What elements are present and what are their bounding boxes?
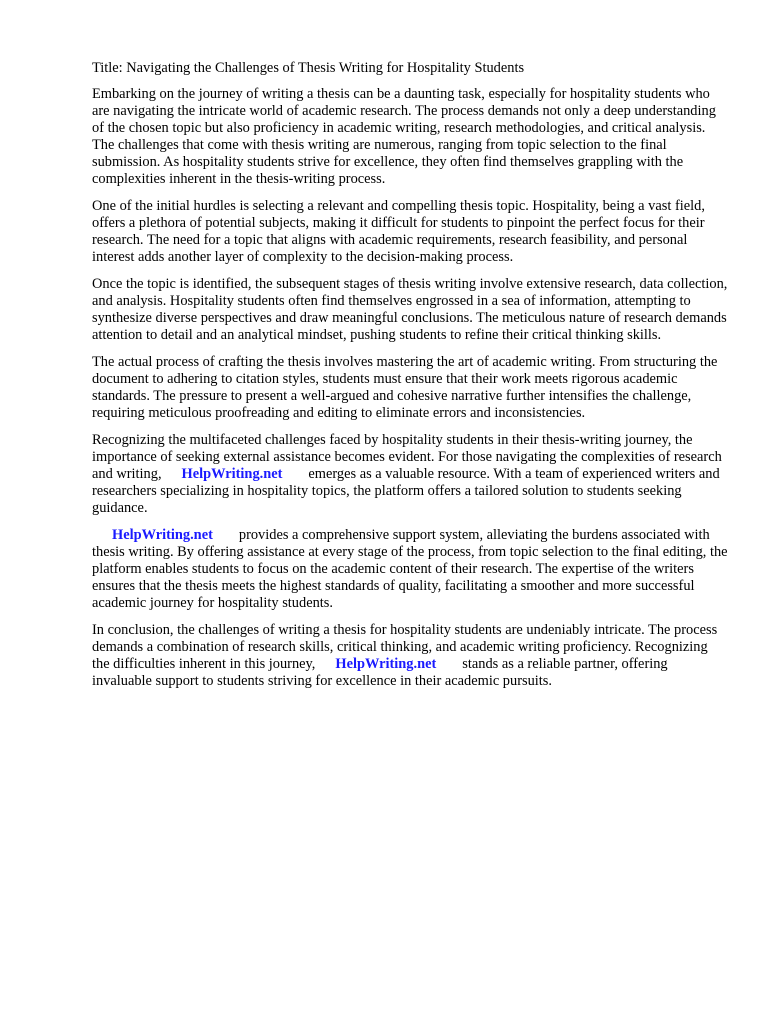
paragraph-support-system bbox=[92, 527, 728, 612]
paragraph-research-stages: Once the topic is identified, the subsequent stages of thesis writing involve extensive research, data collection, and analysis. Hospitality students often find themselves engrossed in a sea of information, attempting to synthesize diverse perspectives and draw meaningful conclusions. The meticulous nature of research demands attention to detail and an analytical mindset, pushing students to refine their critical thinking skills. bbox=[92, 276, 728, 343]
paragraph-text: In conclusion, the challenges of writing a thesis for hospitality students are undeniably intricate. The process demands a combination of research skills, critical thinking, and academic writing proficiency. Recognizing the difficulties inherent in this journey, bbox=[92, 622, 718, 672]
paragraph-text: emerges as a valuable resource. With a team of experienced writers and researchers specializing in hospitality topics, the platform offers a tailored solution to students seeking guidance. bbox=[92, 466, 720, 516]
helpwriting-link[interactable]: HelpWriting.net bbox=[181, 466, 283, 482]
helpwriting-link[interactable]: HelpWriting.net bbox=[335, 656, 437, 672]
paragraph-text: provides a comprehensive support system, alleviating the burdens associated with thesis writing. By offering assistance at every stage of the process, from topic selection to the final editing, the platform enables students to focus on the academic content of their research. The expertise of the writers ensures that the thesis meets the highest standards of quality, facilitating a smoother and more successful academic journey for hospitality students. bbox=[92, 527, 728, 611]
helpwriting-link[interactable]: HelpWriting.net bbox=[112, 527, 213, 543]
document-page bbox=[92, 60, 728, 700]
paragraph-topic-selection: One of the initial hurdles is selecting a relevant and compelling thesis topic. Hospitality, being a vast field, offers a plethora of potential subjects, making it difficult for students to pinpoint the perfect focus for their research. The need for a topic that aligns with academic requirements, research feasibility, and personal interest adds another layer of complexity to the decision-making process. bbox=[92, 198, 705, 265]
paragraph-text: stands as a reliable partner, offering invaluable support to students striving for excellence in their academic pursuits. bbox=[92, 656, 668, 689]
document-title: Title: Navigating the Challenges of Thesis Writing for Hospitality Students bbox=[92, 60, 525, 76]
paragraph-intro: Embarking on the journey of writing a thesis can be a daunting task, especially for hospitality students who are navigating the intricate world of academic research. The process demands not only a deep understanding of the chosen topic but also proficiency in academic writing, research methodologies, and critical analysis. The challenges that come with thesis writing are numerous, ranging from topic selection to the final submission. As hospitality students strive for excellence, they often find themselves grappling with the complexities inherent in the thesis-writing process. bbox=[92, 86, 716, 187]
paragraph-academic-writing: The actual process of crafting the thesis involves mastering the art of academic writing. From structuring the document to adhering to citation styles, students must ensure that their work meets rigorous academic standards. The pressure to present a well-argued and cohesive narrative further intensifies the challenge, requiring meticulous proofreading and editing to eliminate errors and inconsistencies. bbox=[92, 354, 718, 421]
paragraph-external-assistance bbox=[92, 432, 728, 517]
paragraph-conclusion bbox=[92, 622, 728, 690]
paragraph-text: Recognizing the multifaceted challenges faced by hospitality students in their thesis-writing journey, the importance of seeking external assistance becomes evident. For those navigating the complexities of research and writing, bbox=[92, 432, 722, 482]
